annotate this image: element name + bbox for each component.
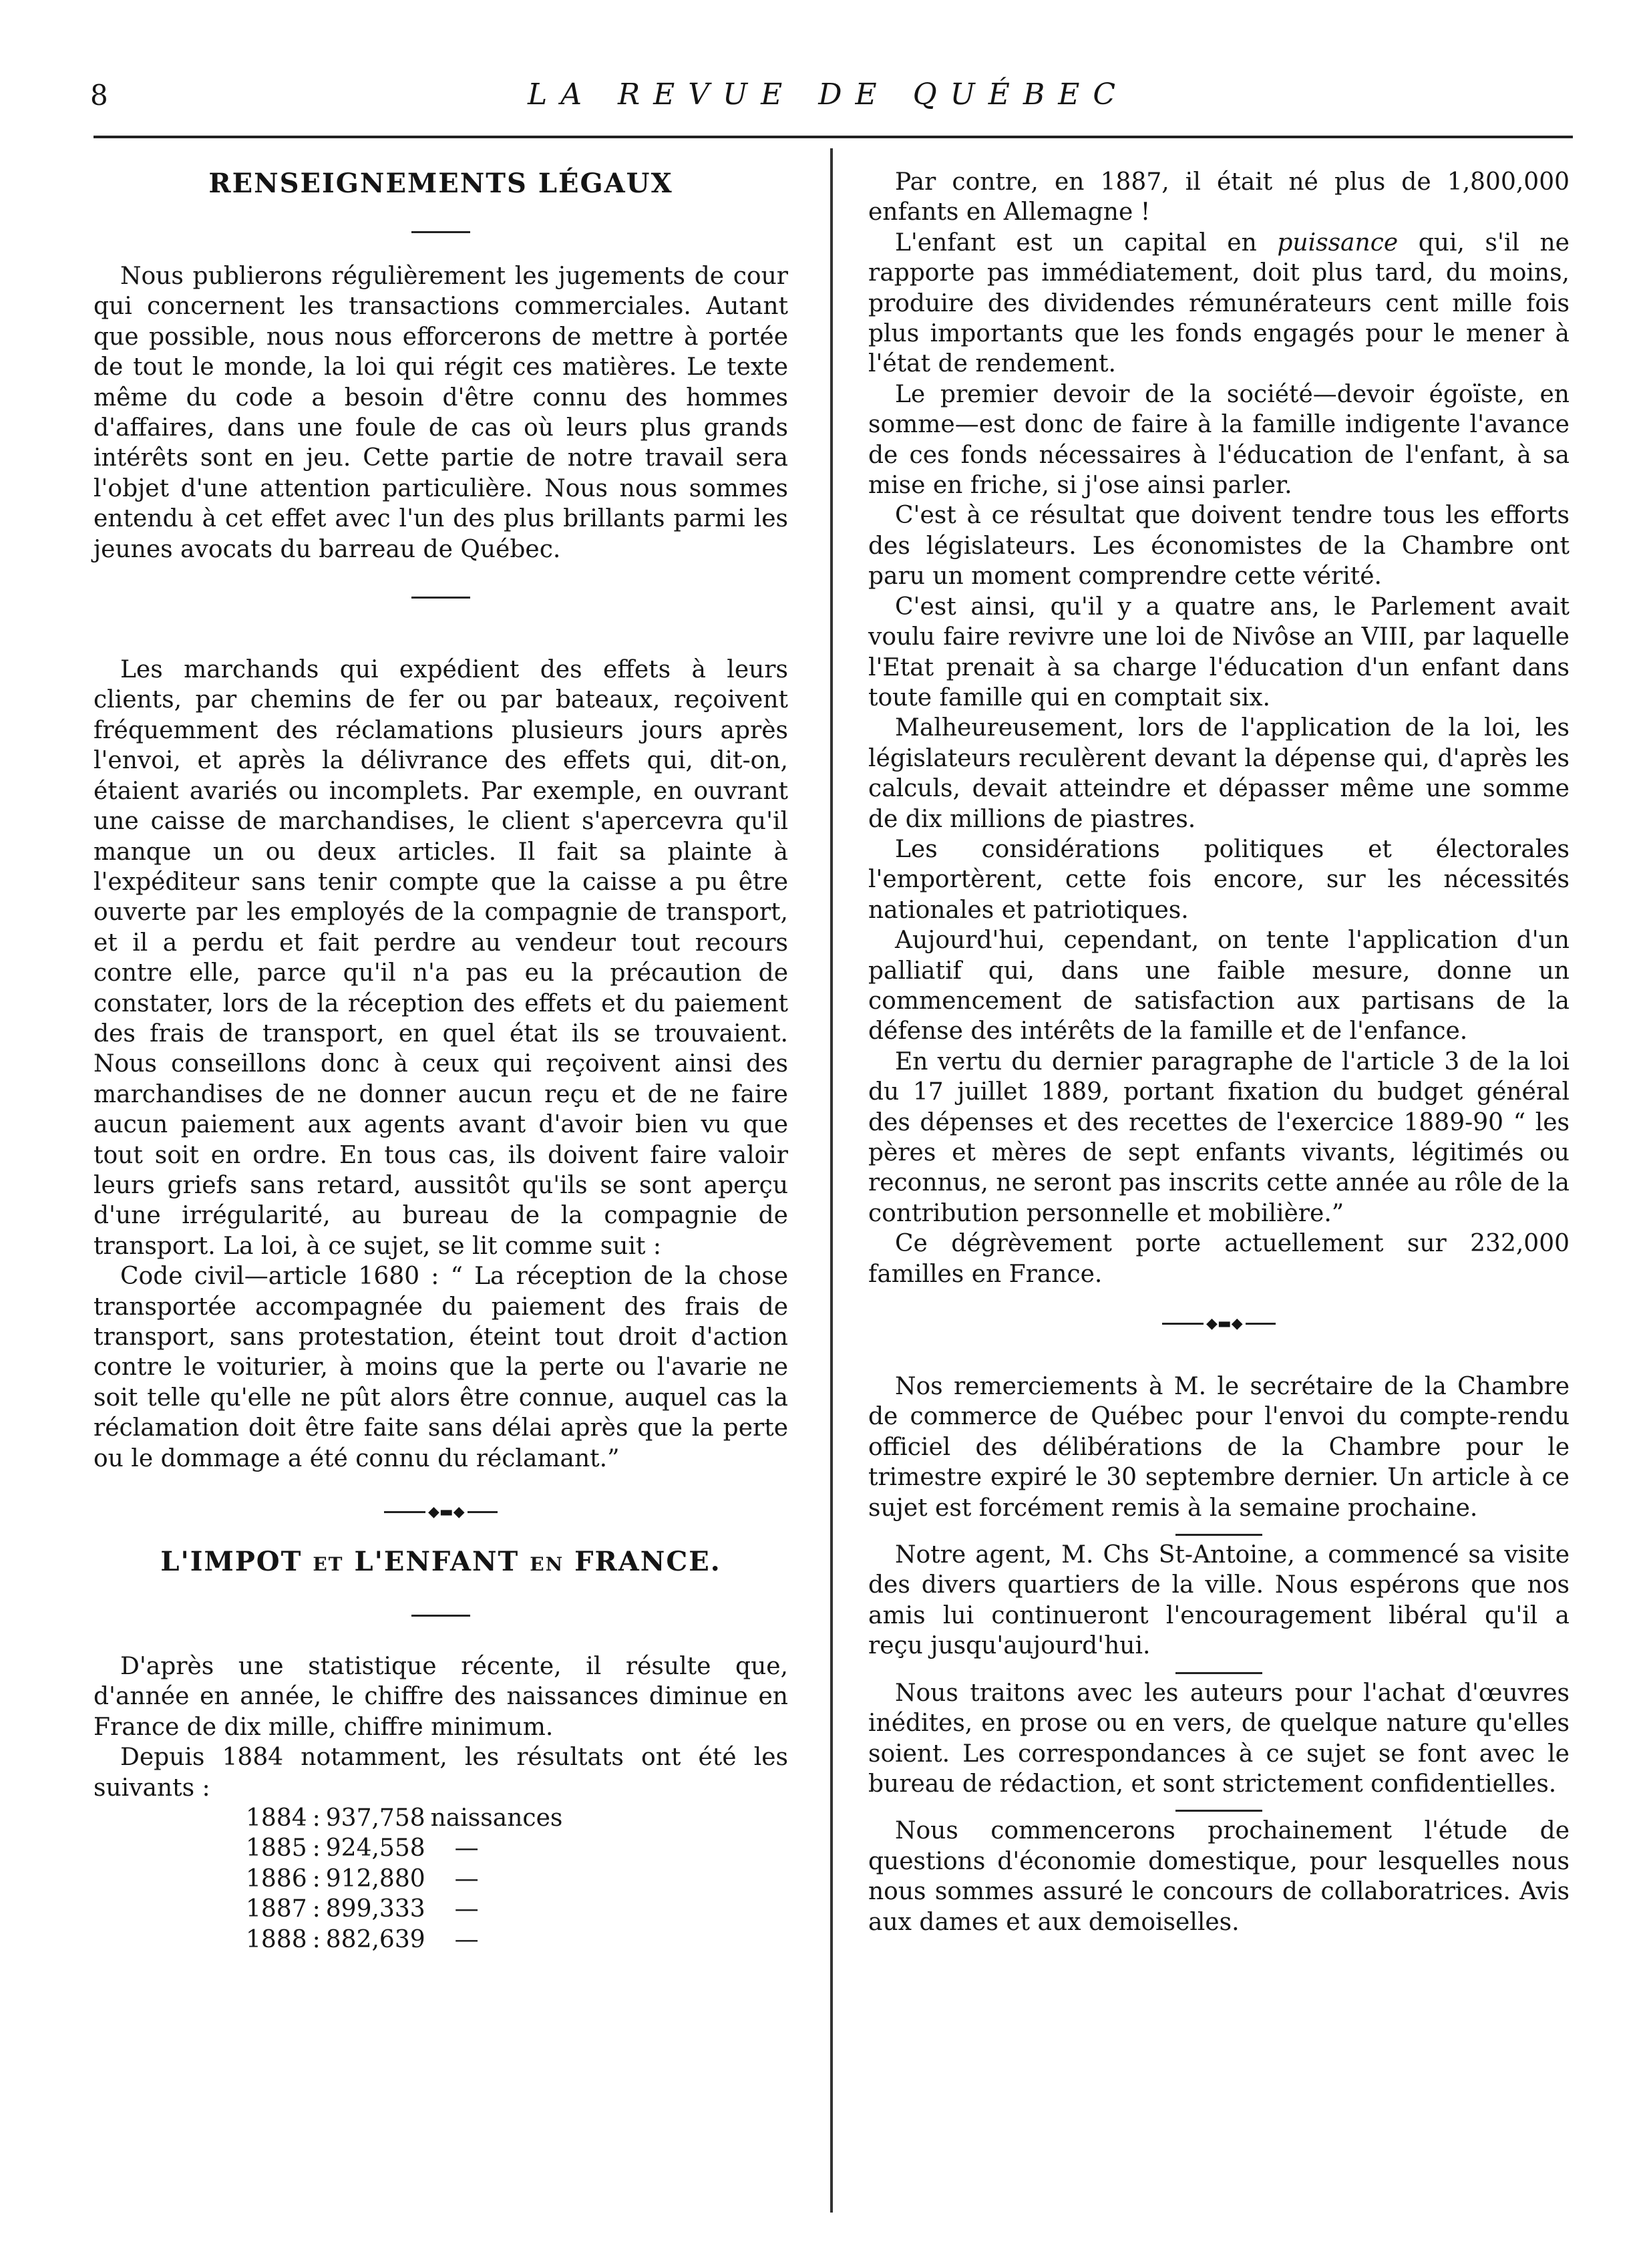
separator-cell: :	[312, 1925, 321, 1953]
text-run: qui, s'il ne rapporte pas immédiatement, doit plus tard, du moins, produire des dividendes rémunérateurs cent mille fois plus importants que les fonds engagés pour le mener à l'état de rendement.	[868, 228, 1570, 378]
header-rule	[94, 136, 1573, 138]
year-cell: 1884	[246, 1804, 307, 1832]
separator-cell: :	[312, 1834, 321, 1862]
article-paragraph: Aujourd'hui, cependant, on tente l'application d'un palliatif qui, dans une faible mesure, donne un commencement de satisfaction aux partisans de la défense des intérêts de la famille et de l'enfance.	[868, 927, 1570, 1045]
separator-cell: :	[312, 1865, 321, 1893]
separator-cell: :	[312, 1804, 321, 1832]
table-row	[246, 1894, 568, 1924]
table-row	[246, 1864, 568, 1894]
legal-intro-paragraph: Nous publierons régulièrement les jugements de cour qui concernent les transactions commerciales. Autant que possible, nous nous efforcerons de mettre à portée de tout le monde, la loi qui régit ces matières. Le texte même du code a besoin d'être connu des hommes d'affaires, dans une foule de cas où leurs plus grands intérêts sont en jeu. Cette partie de notre travail sera l'objet d'une attention particulière. Nous nous sommes entendu à cet effet avec l'un des plus brillants parmi les jeunes avocats du barreau de Québec.	[94, 263, 788, 563]
article-paragraph: Le premier devoir de la société—devoir égoïste, en somme—est donc de faire à la famille indigente l'avance de ces fonds nécessaires à l'éducation de l'enfant, à sa mise en friche, si j'ose ainsi parler.	[868, 380, 1570, 500]
table-row	[246, 1925, 568, 1955]
title-word-impot: L'IMPOT	[160, 1546, 303, 1578]
right-column	[868, 167, 1570, 1937]
title-word-enfant: L'ENFANT	[354, 1546, 520, 1578]
section-title-legal: RENSEIGNEMENTS LÉGAUX	[208, 168, 673, 199]
ornamental-divider: ◆▬◆	[1162, 1323, 1276, 1325]
civil-code-quote: Code civil—article 1680 : “ La réception de la chose transportée accompagnée du paiement des frais de transport, sans protestation, éteint tout droit d'action contre le voiturier, à moins que la perte ou l'avarie ne soit telle qu'elle ne pût alors être connue, auquel cas la réclamation doit être faite sans délai après que la perte ou le dommage a été connu du réclamant.”	[94, 1263, 788, 1472]
title-word-en: EN	[530, 1553, 564, 1576]
births-note-cell: —	[454, 1834, 479, 1862]
table-row	[246, 1803, 568, 1833]
ornamental-divider: ◆▬◆	[384, 1511, 498, 1513]
page-number: 8	[90, 79, 108, 112]
article-paragraph: Les considérations politiques et électorales l'emportèrent, cette fois encore, sur les nécessités nationales et patriotiques.	[868, 835, 1570, 924]
legal-body-paragraph: Les marchands qui expédient des effets à leurs clients, par chemins de fer ou par bateaux, reçoivent fréquemment des réclamations plusieurs jours après l'envoi, et après la délivrance des effets qui, dit-on, étaient avariés ou incomplets. Par exemple, en ouvrant une caisse de marchandises, le client s'apercevra qu'il manque un ou deux articles. Il fait sa plainte à l'expéditeur sans tenir compte que la caisse a pu être ouverte par les employés de la compagnie de transport, et il a perdu et fait perdre au vendeur tout recours contre elle, parce qu'il n'a pas eu la précaution de constater, lors de la réception des effets et du paiement des frais de transport, en quel état ils se trouvaient. Nous conseillons donc à ceux qui reçoivent ainsi des marchandises de ne donner aucun reçu et de ne faire aucun paiement aux agents avant d'avoir bien vu que tout soit en ordre. En tous cas, ils doivent faire valoir leurs griefs sans retard, aussitôt qu'ils se sont aperçu d'une irrégularité, au bureau de la compagnie de transport. La loi, à ce sujet, se lit comme suit :	[94, 656, 788, 1260]
table-row	[246, 1833, 568, 1863]
title-word-france: FRANCE.	[574, 1546, 721, 1578]
emphasis-puissance: puissance	[1277, 228, 1399, 257]
section-title-impot	[94, 1545, 788, 1581]
column-divider	[830, 148, 833, 2213]
births-count-cell: 882,639	[325, 1925, 425, 1953]
births-count-cell: 937,758	[325, 1804, 425, 1832]
text-run: L'enfant est un capital en	[895, 228, 1257, 257]
births-note-cell: —	[454, 1895, 479, 1923]
births-count-cell: 899,333	[325, 1895, 425, 1923]
births-count-cell: 912,880	[325, 1865, 425, 1893]
journal-title: LA REVUE DE QUÉBEC	[528, 77, 1129, 112]
impot-paragraph-1: D'après une statistique récente, il résulte que, d'année en année, le chiffre des naissances diminue en France de dix mille, chiffre minimum.	[94, 1653, 788, 1741]
notice-paragraph: Notre agent, M. Chs St-Antoine, a commencé sa visite des divers quartiers de la ville. Nous espérons que nos amis lui continueront l'encouragement libéral qu'il a reçu jusqu'aujourd'hui.	[868, 1541, 1570, 1660]
article-paragraph: C'est ainsi, qu'il y a quatre ans, le Parlement avait voulu faire revivre une loi de Nivôse an VIII, par laquelle l'Etat prenait à sa charge l'éducation d'un enfant dans toute famille qui en comptait six.	[868, 593, 1570, 711]
article-paragraph: Par contre, en 1887, il était né plus de 1,800,000 enfants en Allemagne !	[868, 168, 1570, 226]
article-paragraph: Ce dégrèvement porte actuellement sur 232,000 familles en France.	[868, 1230, 1570, 1288]
notice-paragraph: Nous traitons avec les auteurs pour l'achat d'œuvres inédites, en prose ou en vers, de quelque nature qu'elles soient. Les correspondances à ce sujet se font avec le bureau de rédaction, et sont strictement confidentielles.	[868, 1679, 1570, 1798]
impot-paragraph-2: Depuis 1884 notamment, les résultats ont été les suivants :	[94, 1744, 788, 1802]
births-note-cell: —	[454, 1865, 479, 1893]
births-note-cell: —	[454, 1925, 479, 1953]
births-note-cell: naissances	[430, 1804, 563, 1832]
year-cell: 1887	[246, 1895, 307, 1923]
article-paragraph	[868, 228, 1570, 379]
article-paragraph: C'est à ce résultat que doivent tendre tous les efforts des législateurs. Les économistes de la Chambre ont paru un moment comprendre cette vérité.	[868, 502, 1570, 591]
year-cell: 1885	[246, 1834, 307, 1862]
year-cell: 1886	[246, 1865, 307, 1893]
title-word-et: ET	[313, 1553, 344, 1576]
article-paragraph: Malheureusement, lors de l'application de la loi, les législateurs reculèrent devant la dépense qui, d'après les calculs, devait atteindre et dépasser même une somme de dix millions de piastres.	[868, 714, 1570, 833]
running-head	[90, 73, 1566, 120]
article-paragraph: En vertu du dernier paragraphe de l'article 3 de la loi du 17 juillet 1889, portant fixation du budget général des dépenses et des recettes de l'exercice 1889-90 “ les pères et mères de sept enfants vivants, légitimés ou reconnus, ne seront pas inscrits cette année au rôle de la contribution personnelle et mobilière.”	[868, 1047, 1570, 1227]
births-table	[246, 1803, 568, 1955]
left-column	[94, 167, 788, 1955]
notice-paragraph: Nos remerciements à M. le secrétaire de la Chambre de commerce de Québec pour l'envoi du compte-rendu officiel des délibérations de la Chambre pour le trimestre expiré le 30 septembre dernier. Un article à ce sujet est forcément remis à la semaine prochaine.	[868, 1373, 1570, 1522]
notice-paragraph: Nous commencerons prochainement l'étude de questions d'économie domestique, pour lesquelles nous nous sommes assuré le concours de collaboratrices. Avis aux dames et aux demoiselles.	[868, 1817, 1570, 1936]
separator-cell: :	[312, 1895, 321, 1923]
births-count-cell: 924,558	[325, 1834, 425, 1862]
year-cell: 1888	[246, 1925, 307, 1953]
